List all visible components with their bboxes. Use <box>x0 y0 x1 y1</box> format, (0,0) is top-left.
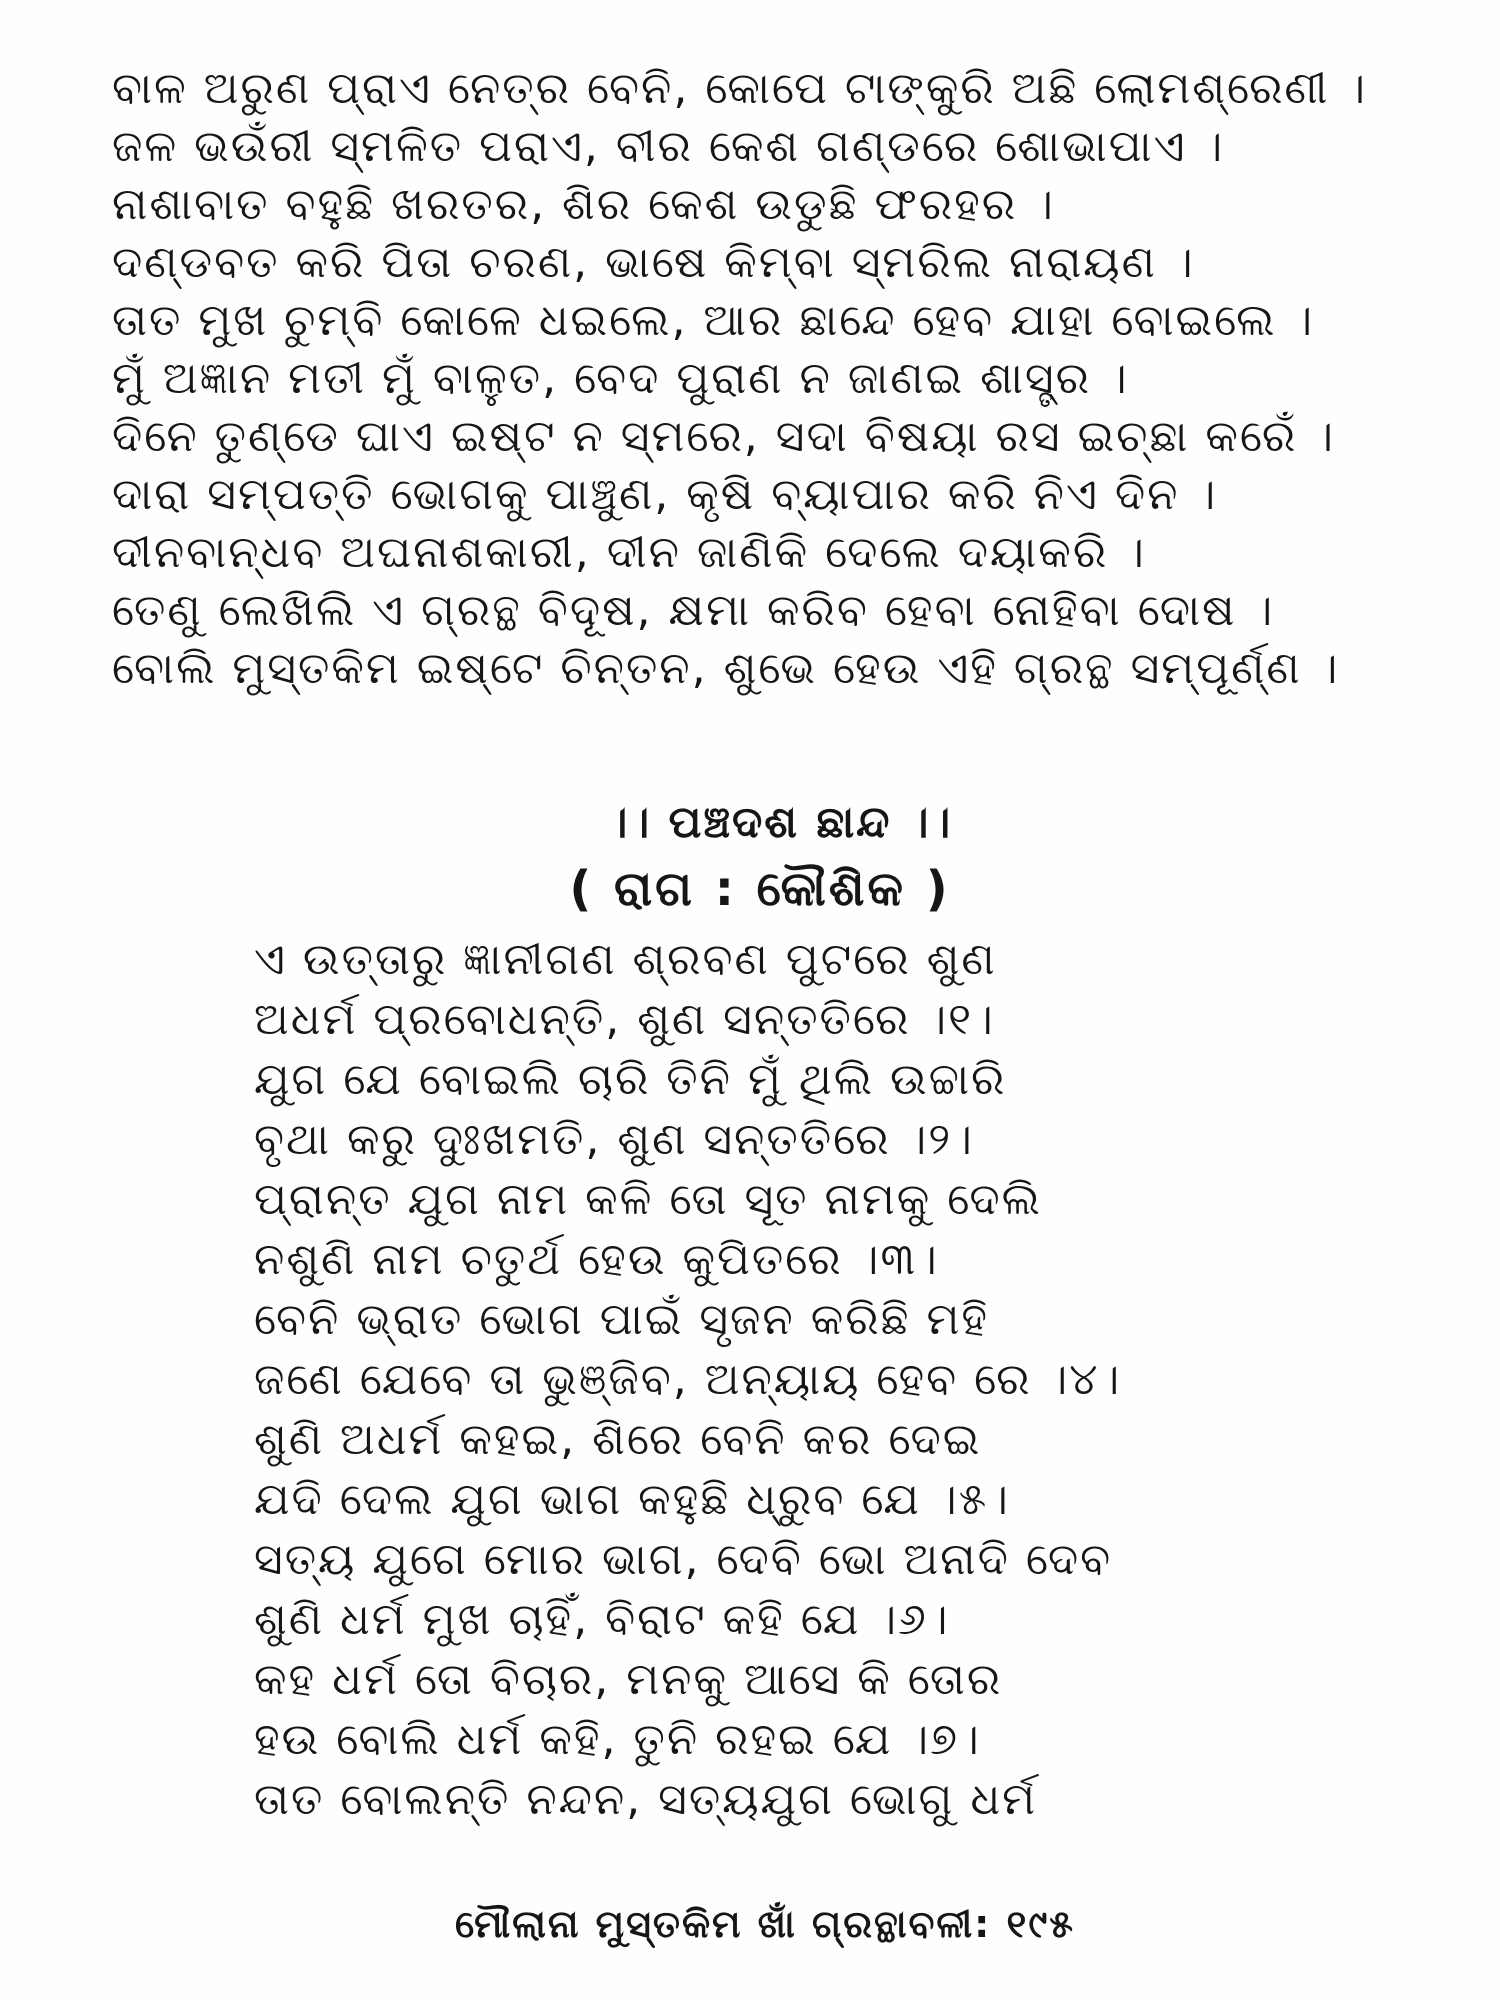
poem-line: ଯଦି ଦେଲ ଯୁଗ ଭାଗ କହୁଛି ଧ୍ରୁବ ଯେ ।୫। <box>254 1474 1010 1525</box>
fifteenth-chhanda-verses <box>254 930 1354 1830</box>
chhanda-title: ।। ପଞ୍ଚଦଶ ଛାନ୍ଦ ।। <box>607 797 953 848</box>
verse-line: ଦଣ୍ଡବତ କରି ପିତା ଚରଣ, ଭାଷେ କିମ୍ବା ସ୍ମରିଲ ନାରାୟଣ । <box>112 237 1195 288</box>
verse-line: ମୁଁ ଅଜ୍ଞାନ ମତୀ ମୁଁ ବାଳୁତ, ବେଦ ପୁରାଣ ନ ଜାଣଇ ଶାସ୍ତ୍ର । <box>112 353 1129 404</box>
poem-line: ବୃଥା କରୁ ଦୁଃଖମତି, ଶୁଣ ସନ୍ତତିରେ ।୨। <box>254 1114 974 1165</box>
poem-line: ଏ ଉତ୍ତାରୁ ଜ୍ଞାନୀଗଣ ଶ୍ରବଣ ପୁଟରେ ଶୁଣ <box>254 934 997 985</box>
previous-chhanda-closing-verses <box>112 60 1442 698</box>
poem-line: ନଶୁଣି ନାମ ଚତୁର୍ଥ ହେଉ କୁପିତରେ ।୩। <box>254 1234 939 1285</box>
verse-line: ଦୀନବାନ୍ଧବ ଅଘନାଶକାରୀ, ଦୀନ ଜାଣିକି ଦେଲେ ଦୟାକରି । <box>112 527 1146 578</box>
verse-line: ତେଣୁ ଲେଖିଲି ଏ ଗ୍ରନ୍ଥ ବିଦୂଷ, କ୍ଷମା କରିବ ହେବା ନୋହିବା ଦୋଷ । <box>112 585 1275 636</box>
poem-line: ପ୍ରାନ୍ତ ଯୁଗ ନାମ କଳି ତୋ ସୂତ ନାମକୁ ଦେଲି <box>254 1174 1042 1225</box>
poem-line: ବେନି ଭ୍ରାତ ଭୋଗ ପାଇଁ ସୃଜନ କରିଛି ମହି <box>254 1294 990 1345</box>
verse-line: ନାଶାବାତ ବହୁଛି ଖରତର, ଶିର କେଶ ଉଡୁଛି ଫରହର । <box>112 179 1055 230</box>
poem-line: ତାତ ବୋଲନ୍ତି ନନ୍ଦନ, ସତ୍ୟଯୁଗ ଭୋଗୁ ଧର୍ମ <box>254 1774 1038 1825</box>
page-footer: ମୌଲାନା ମୁସ୍ତକିମ ଖାଁ ଗ୍ରନ୍ଥାବଳୀ: ୧୯୫ <box>455 1902 1075 1946</box>
poem-line: ଯୁଗ ଯେ ବୋଇଲି ଚାରି ତିନି ମୁଁ ଥିଲି ଉଚ୍ଚାରି <box>254 1054 1007 1105</box>
poem-line: ଶୁଣି ଅଧର୍ମ କହଇ, ଶିରେ ବେନି କର ଦେଇ <box>254 1414 982 1465</box>
poem-line: କହ ଧର୍ମ ତୋ ବିଚାର, ମନକୁ ଆସେ କି ତୋର <box>254 1654 1003 1705</box>
poem-line: ଶୁଣି ଧର୍ମ ମୁଖ ଚାହିଁ, ବିରାଟ କହି ଯେ ।୬। <box>254 1594 950 1645</box>
poem-line: ଅଧର୍ମ ପ୍ରବୋଧନ୍ତି, ଶୁଣ ସନ୍ତତିରେ ।୧। <box>254 994 995 1045</box>
poem-line: ଜଣେ ଯେବେ ତା ଭୁଞ୍ଜିବ, ଅନ୍ୟାୟ ହେବ ରେ ।୪। <box>254 1354 1122 1405</box>
poem-line: ସତ୍ୟ ଯୁଗେ ମୋର ଭାଗ, ଦେବି ଭୋ ଅନାଦି ଦେବ <box>254 1534 1113 1585</box>
raga-title: ( ରାଗ : କୌଶିକ ) <box>569 861 951 917</box>
poem-line: ହଉ ବୋଲି ଧର୍ମ କହି, ତୁନି ରହଇ ଯେ ।୭। <box>254 1714 981 1765</box>
verse-line: ତାତ ମୁଖ ଚୁମ୍ବି କୋଳେ ଧଇଲେ, ଆର ଛାନ୍ଦେ ହେବ ଯାହା ବୋଇଲେ । <box>112 295 1315 346</box>
verse-line: ଜଳ ଭଉଁରୀ ସ୍ମଳିତ ପରାଏ, ବୀର କେଶ ଗଣ୍ଡରେ ଶୋଭାପାଏ । <box>112 121 1225 172</box>
verse-line: ବୋଲି ମୁସ୍ତକିମ ଇଷ୍ଟେ ଚିନ୍ତନ, ଶୁଭେ ହେଉ ଏହି ଗ୍ରନ୍ଥ ସମ୍ପୂର୍ଣ୍ଣ । <box>112 643 1340 694</box>
verse-line: ଦାରା ସମ୍ପତ୍ତି ଭୋଗକୁ ପାଞ୍ଚୁଣ, କୃଷି ବ୍ୟାପାର କରି ନିଏ ଦିନ । <box>112 469 1218 520</box>
verse-line: ଦିନେ ତୁଣ୍ଡେ ଘାଏ ଇଷ୍ଟ ନ ସ୍ମରେ, ସଦା ବିଷୟା ରସ ଇଚ୍ଛା କରେଁ । <box>112 411 1336 462</box>
chhanda-heading <box>0 792 1500 924</box>
verse-line: ବାଳ ଅରୁଣ ପ୍ରାଏ ନେତ୍ର ବେନି, କୋପେ ଟାଙ୍କୁରି ଅଛି ଲୋମଶ୍ରେଣୀ । <box>112 63 1368 114</box>
